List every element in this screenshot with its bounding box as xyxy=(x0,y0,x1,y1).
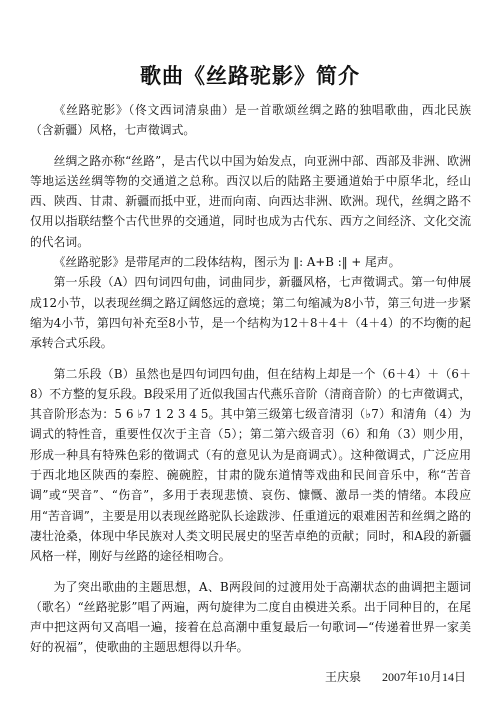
signature-line xyxy=(325,668,466,685)
paragraph-structure: 《丝路驼影》是带尾声的二段体结构，图示为 ‖: A+B :‖ + 尾声。 xyxy=(53,255,401,270)
signature-date: 2007年10月14日 xyxy=(381,670,466,684)
paragraph-intro: 《丝路驼影》（佟文西词清泉曲）是一首歌颂丝绸之路的独唱歌曲，西北民族（含新疆）风格，七声徵调式。 xyxy=(30,103,471,138)
paragraph-climax: 为了突出歌曲的主题思想，A、B两段间的过渡用处于高潮状态的曲调把主题词（歌名）“丝路驼影”唱了两遍，两句旋律为二度自由模进关系。出于同种目的，在尾声中把这两句又高唱一遍，接着在总高潮中重复最后一句歌词—“传递着世界一家美好的祝福”，使歌曲的主题思想得以升华。 xyxy=(30,579,471,655)
paragraph-section-b: 第二乐段（B）虽然也是四句词四句曲，但在结构上却是一个（6＋4）＋（6＋8）不方整的复乐段。B段采用了近似我国古代燕乐音阶（清商音阶）的七声徵调式，其音阶形态为：5 6 ♭7 1 2 3 4 5。其中第三级第七级音清羽（♭7）和清角（4）为调式的特性音，重要性仅次于主音（5）；第二第六级音羽（6）和角（3）则少用，形成一种具有特殊色彩的徵调式（有的意见认为是商调式）。这种徵调式，广泛应用于西北地区陕西的秦腔、碗碗腔，甘肃的陇东道情等戏曲和民间音乐中，称“苦音调”或“哭音”、“伤音”，多用于表现悲愤、哀伤、慷慨、激昂一类的情绪。本段应用“苦音调”，主要是用以表现丝路驼队长途跋涉、任重道远的艰难困苦和丝绸之路的凄壮沧桑，体现中华民族对人类文明民展史的坚苦卓绝的贡献；同时，和A段的新疆风格一样，刚好与丝路的途径相吻合。 xyxy=(30,366,471,564)
author-name: 王庆泉 xyxy=(324,670,361,684)
paragraph-section-a: 第一乐段（A）四句词四句曲，词曲同步，新疆风格，七声徵调式。第一句伸展成12小节，以表现丝绸之路辽阔悠远的意境；第二句缩减为8小节，第三句进一步紧缩为4小节，第四句补充至8小节，是一个结构为12＋8＋4＋（4＋4）的不均衡的起承转合式乐段。 xyxy=(30,275,471,351)
document-title: 歌曲《丝路驼影》简介 xyxy=(140,63,360,88)
document-body xyxy=(30,100,471,668)
paragraph-silk-road: 丝绸之路亦称“丝路”，是古代以中国为始发点，向亚洲中部、西部及非洲、欧洲等地运送丝绸等物的交通道之总称。西汉以后的陆路主要通道始于中原华北，经山西、陕西、甘肃、新疆而抵中亚，进而向南、向西达非洲、欧洲。现代，丝绸之路不仅用以指联结整个古代世界的交通道，同时也成为古代东、西方之间经济、文化交流的代名词。 xyxy=(30,153,471,249)
